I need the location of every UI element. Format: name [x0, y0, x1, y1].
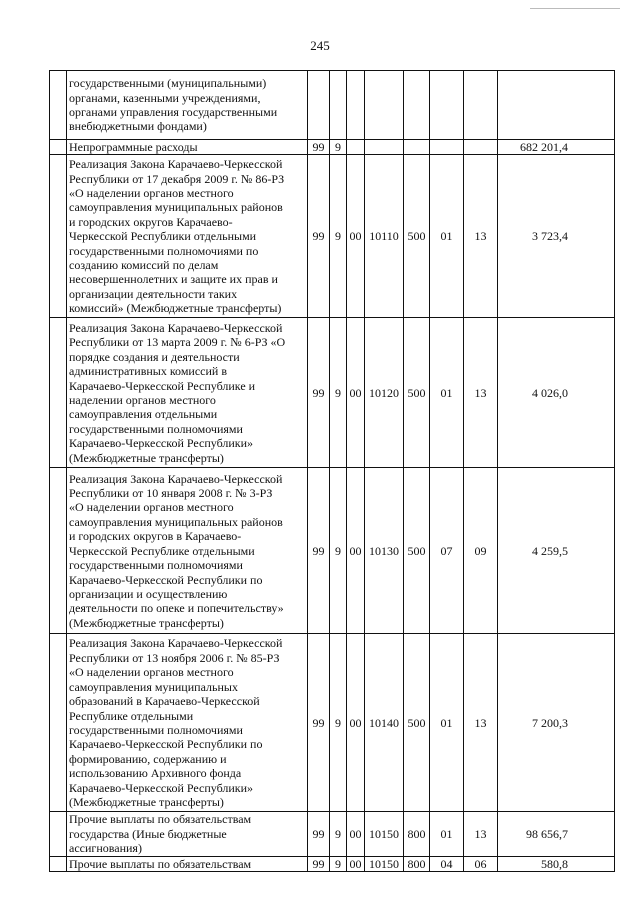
item-code-cell: 10150 [365, 856, 404, 871]
row-number-cell [50, 634, 67, 812]
expense-type-cell [404, 140, 430, 155]
description-line: «О наделении органов местного [69, 665, 234, 680]
description-line: образований в Карачаево-Черкесской [69, 694, 260, 709]
description-line: несовершеннолетних и защите их прав и [69, 272, 278, 287]
top-edge-mark [530, 0, 620, 9]
description-line: самоуправления муниципальных районов [69, 200, 283, 215]
subsection-cell: 06 [464, 856, 498, 871]
group-code-cell [347, 71, 365, 140]
description-cell [67, 318, 308, 468]
description-line: Реализация Закона Карачаево-Черкесской [69, 157, 283, 172]
subprogram-code-cell [330, 71, 347, 140]
table-row [50, 71, 615, 140]
section-cell: 01 [430, 634, 464, 812]
description-line: комиссий» (Межбюджетные трансферты) [69, 301, 282, 316]
program-code-cell: 99 [308, 856, 330, 871]
description-line: государственными полномочиями [69, 558, 243, 573]
description-line: органами управления государственными [69, 105, 278, 119]
description-line: Республики от 17 декабря 2009 г. № 86-РЗ [69, 171, 285, 186]
description-line: порядке создания и деятельности [69, 349, 240, 364]
group-code-cell: 00 [347, 812, 365, 856]
description-cell [67, 856, 308, 871]
group-code-cell [347, 140, 365, 155]
row-number-cell [50, 155, 67, 318]
item-code-cell [365, 140, 404, 155]
description-line: Прочие выплаты по обязательствам [69, 812, 252, 827]
expense-type-cell: 800 [404, 856, 430, 871]
description-cell [67, 468, 308, 634]
item-code-cell: 10110 [365, 155, 404, 318]
description-line: Республики от 13 ноября 2006 г. № 85-РЗ [69, 650, 280, 665]
description-line: Реализация Закона Карачаево-Черкесской [69, 471, 283, 486]
description-line: Непрограммные расходы [69, 140, 198, 154]
description-line: Карачаево-Черкесской Республике и [69, 378, 256, 393]
description-line: Реализация Закона Карачаево-Черкесской [69, 320, 283, 335]
description-line: Прочие выплаты по обязательствам [69, 856, 252, 871]
description-line: формированию, содержанию и [69, 751, 227, 766]
expense-type-cell: 800 [404, 812, 430, 856]
program-code-cell: 99 [308, 812, 330, 856]
group-code-cell: 00 [347, 318, 365, 468]
group-code-cell: 00 [347, 155, 365, 318]
program-code-cell: 99 [308, 140, 330, 155]
program-code-cell [308, 71, 330, 140]
row-number-cell [50, 812, 67, 856]
subprogram-code-cell: 9 [330, 634, 347, 812]
expense-type-cell: 500 [404, 318, 430, 468]
description-line: Черкесской Республике отдельными [69, 543, 255, 558]
row-number-cell [50, 140, 67, 155]
description-cell [67, 155, 308, 318]
description-line: государственными полномочиями по [69, 243, 259, 258]
section-cell: 01 [430, 318, 464, 468]
row-number-cell [50, 71, 67, 140]
group-code-cell: 00 [347, 634, 365, 812]
program-code-cell: 99 [308, 318, 330, 468]
expense-type-cell [404, 71, 430, 140]
description-cell [67, 812, 308, 856]
description-line: государственными (муниципальными) [69, 76, 267, 91]
amount-cell: 4 259,5 [498, 468, 615, 634]
subsection-cell: 09 [464, 468, 498, 634]
group-code-cell: 00 [347, 468, 365, 634]
amount-cell: 580,8 [498, 856, 615, 871]
table-row [50, 634, 615, 812]
program-code-cell: 99 [308, 468, 330, 634]
table-row [50, 468, 615, 634]
page-number: 245 [310, 38, 330, 53]
program-code-cell: 99 [308, 155, 330, 318]
description-line: Карачаево-Черкесской Республики по [69, 737, 263, 752]
description-line: Республики от 13 марта 2009 г. № 6-РЗ «О [69, 335, 286, 350]
description-line: наделении органов местного [69, 392, 216, 407]
amount-cell: 4 026,0 [498, 318, 615, 468]
description-line: и городских округов Карачаево- [69, 214, 233, 229]
description-line: «О наделении органов местного [69, 185, 234, 200]
description-line: организации и осуществлению [69, 586, 228, 601]
section-cell: 04 [430, 856, 464, 871]
description-line: (Межбюджетные трансферты) [69, 615, 224, 630]
description-line: (Межбюджетные трансферты) [69, 794, 224, 809]
description-line: Черкесской Республики отдельными [69, 229, 257, 244]
description-line: внебюджетными фондами) [69, 119, 207, 134]
description-line: государственными полномочиями [69, 421, 243, 436]
description-line: Карачаево-Черкесской Республики» [69, 436, 254, 451]
description-line: созданию комиссий по делам [69, 258, 219, 273]
expense-type-cell: 500 [404, 634, 430, 812]
section-cell [430, 71, 464, 140]
section-cell: 01 [430, 155, 464, 318]
subsection-cell: 13 [464, 155, 498, 318]
description-line: Республики от 10 января 2008 г. № 3-РЗ [69, 486, 273, 501]
description-line: государства (Иные бюджетные [69, 826, 227, 841]
description-line: ассигнования) [69, 841, 142, 856]
description-line: административных комиссий в [69, 364, 228, 379]
row-number-cell [50, 468, 67, 634]
subprogram-code-cell: 9 [330, 318, 347, 468]
amount-cell [498, 71, 615, 140]
description-line: (Межбюджетные трансферты) [69, 450, 224, 465]
description-cell [67, 140, 308, 155]
subsection-cell [464, 140, 498, 155]
section-cell [430, 140, 464, 155]
description-line: самоуправления муниципальных районов [69, 514, 283, 529]
section-cell: 07 [430, 468, 464, 634]
subsection-cell [464, 71, 498, 140]
item-code-cell: 10150 [365, 812, 404, 856]
budget-table [49, 70, 615, 872]
group-code-cell: 00 [347, 856, 365, 871]
subprogram-code-cell: 9 [330, 856, 347, 871]
table-row [50, 318, 615, 468]
row-number-cell [50, 318, 67, 468]
table-body [50, 71, 615, 872]
section-cell: 01 [430, 812, 464, 856]
subprogram-code-cell: 9 [330, 140, 347, 155]
amount-cell: 98 656,7 [498, 812, 615, 856]
table-row [50, 812, 615, 856]
amount-cell: 3 723,4 [498, 155, 615, 318]
subsection-cell: 13 [464, 812, 498, 856]
item-code-cell: 10140 [365, 634, 404, 812]
description-line: органами, казенными учреждениями, [69, 90, 261, 105]
row-number-cell [50, 856, 67, 871]
table-row [50, 856, 615, 871]
table-row [50, 140, 615, 155]
subsection-cell: 13 [464, 318, 498, 468]
description-cell [67, 71, 308, 140]
description-line: Карачаево-Черкесской Республики по [69, 572, 263, 587]
item-code-cell [365, 71, 404, 140]
description-line: Реализация Закона Карачаево-Черкесской [69, 636, 283, 651]
description-line: и городских округов в Карачаево- [69, 529, 242, 544]
subprogram-code-cell: 9 [330, 155, 347, 318]
amount-cell: 7 200,3 [498, 634, 615, 812]
description-line: «О наделении органов местного [69, 500, 234, 515]
description-line: деятельности по опеке и попечительству» [69, 601, 284, 616]
description-line: Карачаево-Черкесской Республики» [69, 780, 254, 795]
expense-type-cell: 500 [404, 155, 430, 318]
subsection-cell: 13 [464, 634, 498, 812]
amount-cell: 682 201,4 [498, 140, 615, 155]
description-line: самоуправления муниципальных [69, 679, 238, 694]
description-line: Республике отдельными [69, 708, 194, 723]
description-cell [67, 634, 308, 812]
subprogram-code-cell: 9 [330, 468, 347, 634]
description-line: самоуправления отдельными [69, 407, 218, 422]
program-code-cell: 99 [308, 634, 330, 812]
subprogram-code-cell: 9 [330, 812, 347, 856]
description-line: использованию Архивного фонда [69, 766, 242, 781]
item-code-cell: 10120 [365, 318, 404, 468]
description-line: государственными полномочиями [69, 722, 243, 737]
description-line: организации деятельности таких [69, 286, 238, 301]
table-row [50, 155, 615, 318]
item-code-cell: 10130 [365, 468, 404, 634]
expense-type-cell: 500 [404, 468, 430, 634]
